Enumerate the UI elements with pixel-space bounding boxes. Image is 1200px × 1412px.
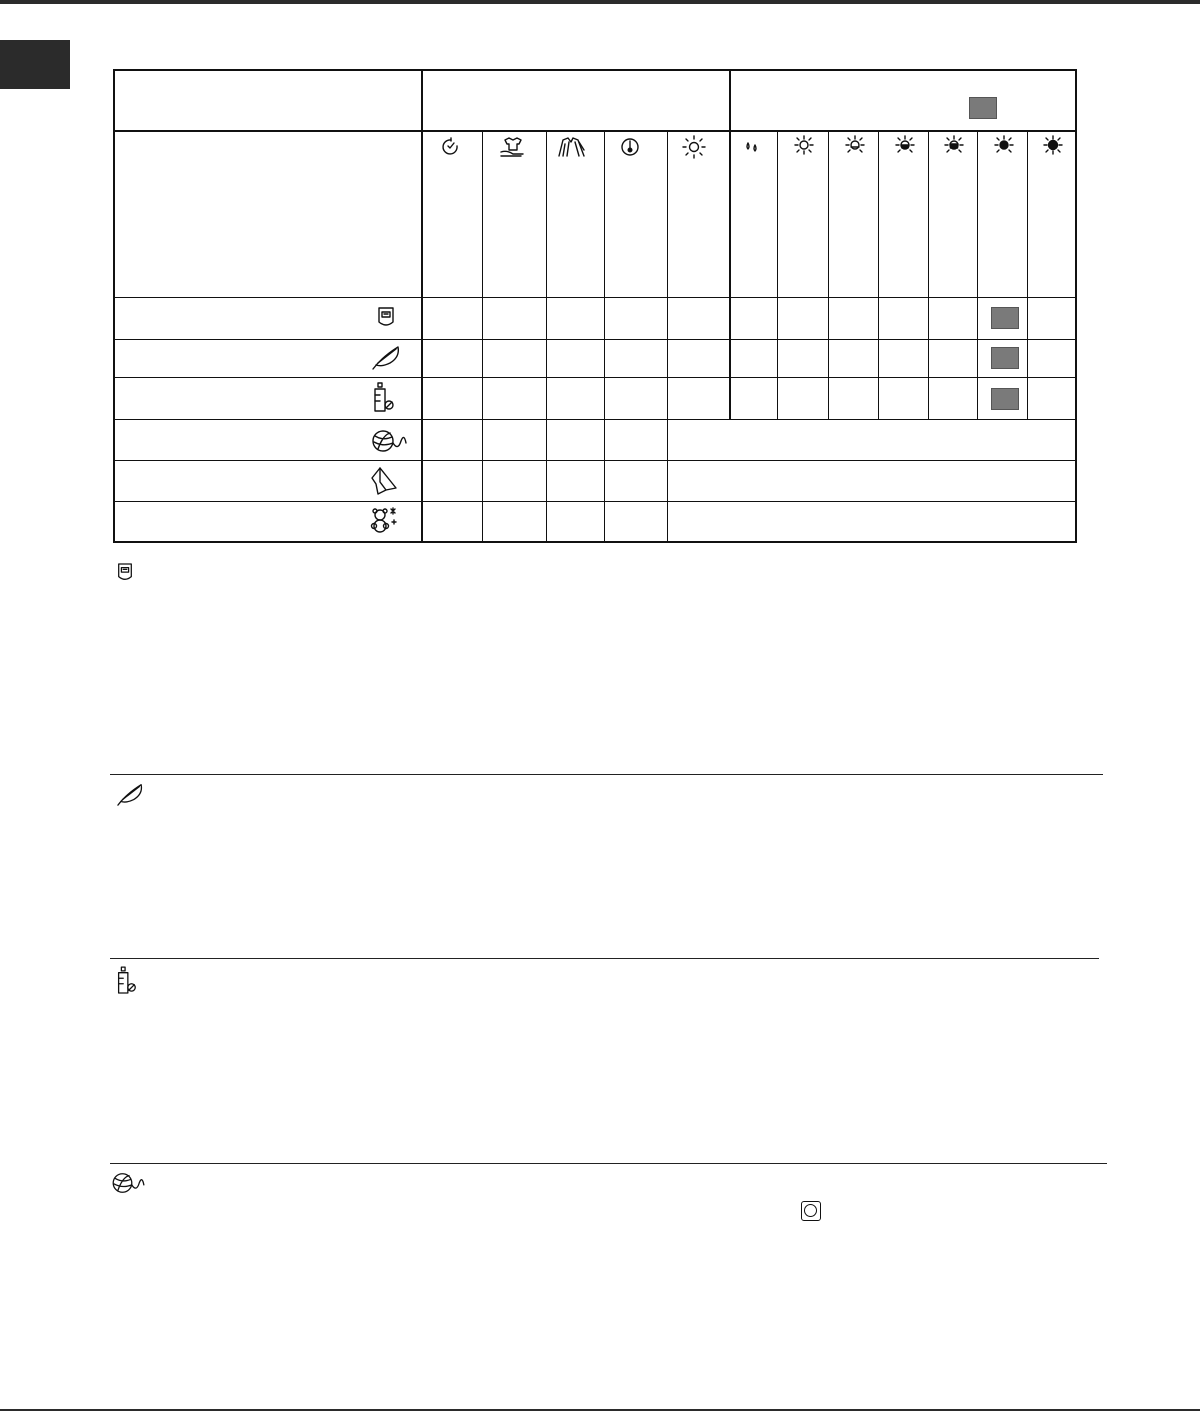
shaded-cell-row-2 (991, 347, 1019, 369)
row-line (113, 297, 1077, 298)
silk-scarf-icon (370, 466, 400, 496)
row-line (113, 501, 1077, 502)
section-divider (110, 774, 1103, 775)
sun-icon (682, 135, 706, 159)
sun-level-1-icon (794, 135, 814, 155)
col-line (828, 130, 829, 419)
tumble-dry-symbol-icon (801, 1201, 821, 1221)
row-line (113, 339, 1077, 340)
col-line (777, 130, 778, 419)
sun-level-5-icon (994, 135, 1014, 155)
shaded-cell-row-1 (991, 307, 1019, 329)
wool-ball-icon (370, 427, 410, 455)
sun-level-4-icon (944, 135, 964, 155)
timer-icon (441, 137, 461, 157)
row-line (113, 460, 1077, 461)
sun-level-6-icon (1043, 135, 1063, 155)
table-border-right (1075, 69, 1077, 543)
section-divider (110, 1163, 1107, 1164)
shirt-card-icon (376, 306, 396, 330)
drops-icon (744, 140, 760, 154)
row-line (113, 419, 1077, 420)
section-wool-ball-icon (110, 1170, 148, 1196)
section-shirt-card-icon (116, 562, 134, 584)
table-border-top (113, 69, 1077, 71)
section-tab-marker (0, 40, 70, 89)
thermometer-icon (620, 137, 640, 157)
col-line (1027, 130, 1028, 419)
section-feather-icon (114, 781, 146, 807)
top-rule (0, 0, 1200, 4)
col-line (546, 130, 547, 542)
col-line (667, 130, 668, 542)
hand-wash-shirt-icon (499, 137, 527, 159)
sun-level-2-icon (845, 135, 865, 155)
col-line (482, 130, 483, 542)
table-col-divider-main (421, 69, 423, 543)
col-line (928, 130, 929, 419)
table-border-bottom (113, 541, 1077, 543)
shaded-cell-row-3 (991, 388, 1019, 410)
section-divider (110, 958, 1099, 959)
sun-level-3-icon (895, 135, 915, 155)
row-line (113, 377, 1077, 378)
teddy-bear-icon (370, 506, 400, 536)
col-line (977, 130, 978, 419)
feather-icon (370, 343, 402, 371)
table-header-rule (113, 130, 1077, 132)
section-baby-bottle-icon (114, 965, 138, 997)
col-line (604, 130, 605, 542)
table-border-left (113, 69, 115, 543)
shirts-icon (557, 136, 589, 158)
bottom-rule (0, 1409, 1200, 1411)
baby-bottle-icon (370, 381, 396, 415)
header-shaded-marker (969, 97, 997, 119)
col-line (878, 130, 879, 419)
table-col-divider-dryness (729, 69, 731, 419)
